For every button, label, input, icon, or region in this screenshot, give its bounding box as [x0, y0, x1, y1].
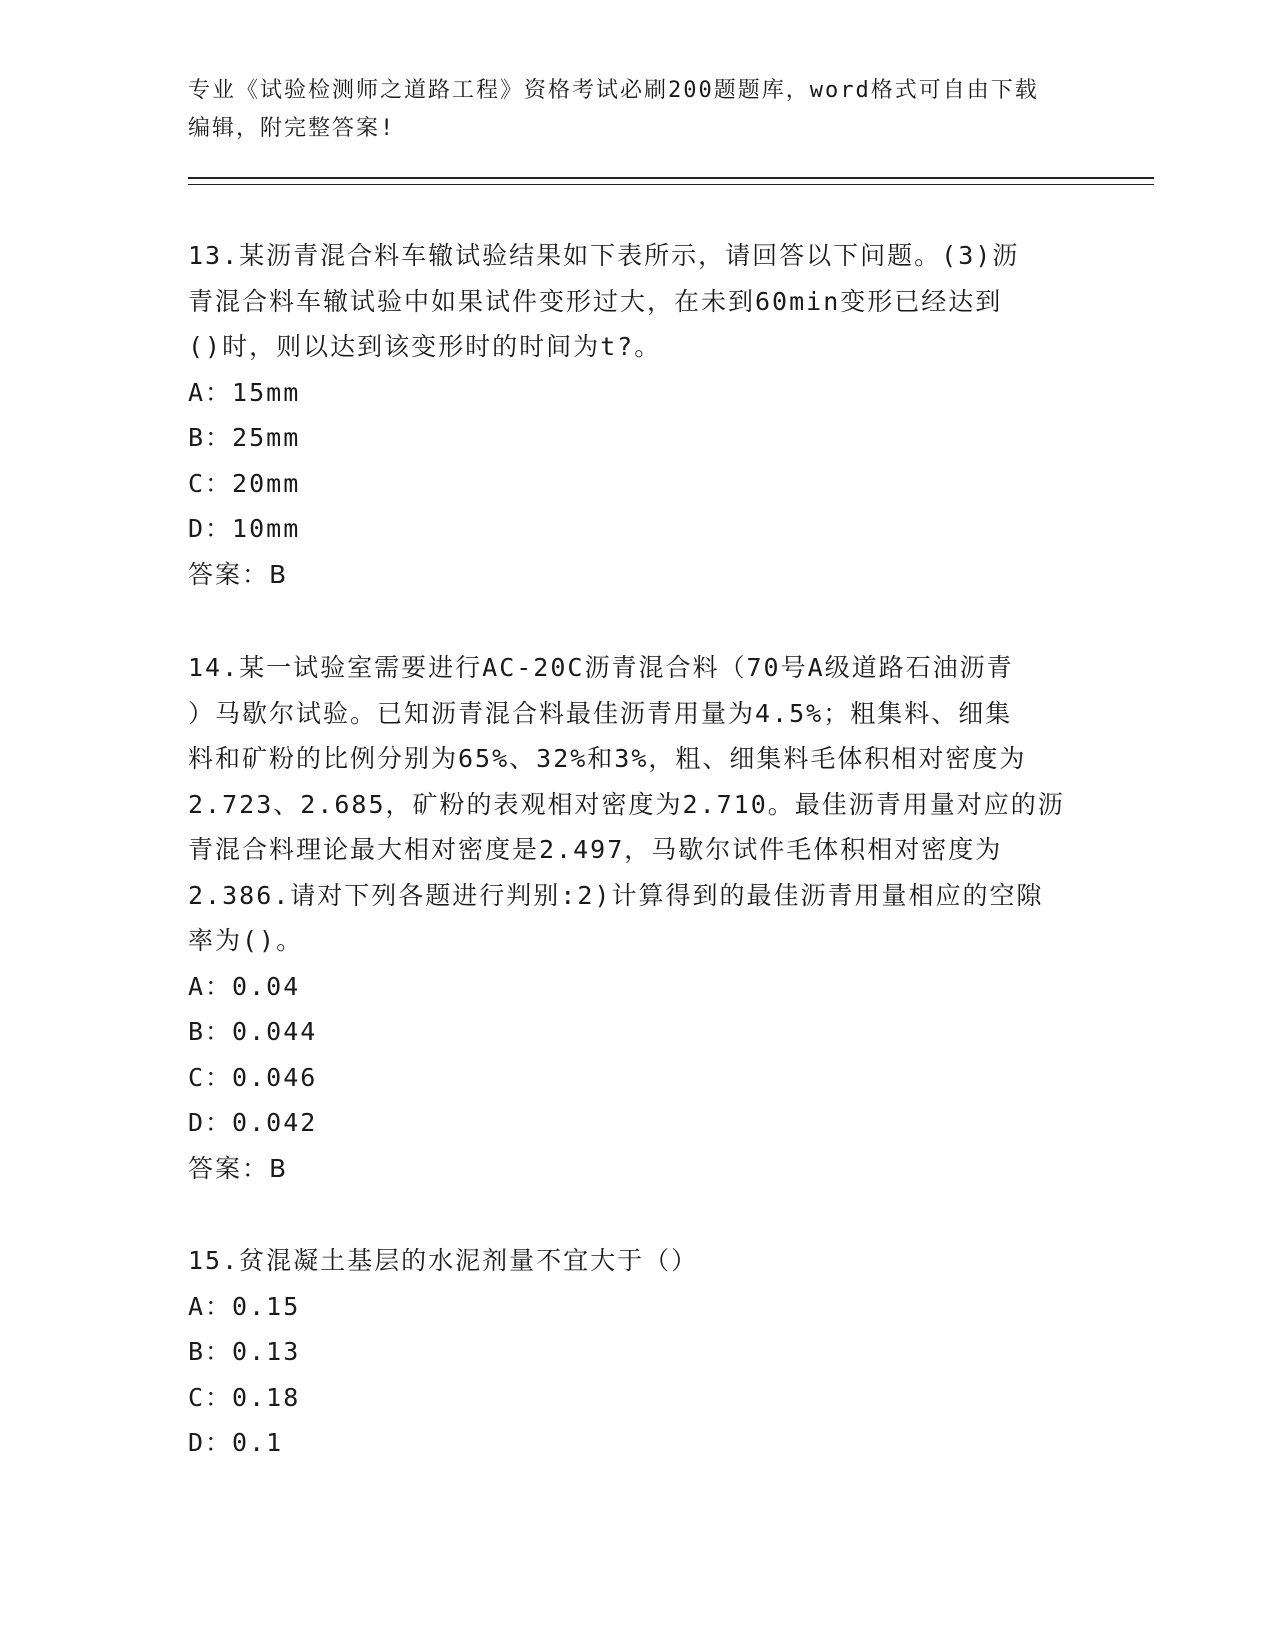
question-line: 13.某沥青混合料车辙试验结果如下表所示，请回答以下问题。(3)沥: [188, 241, 1020, 270]
option-b: B：0.044: [188, 1017, 318, 1046]
question-line: 料和矿粉的比例分别为65%、32%和3%，粗、细集料毛体积相对密度为: [188, 744, 1027, 773]
question-line: ()时，则以达到该变形时的时间为t?。: [188, 332, 662, 361]
question-15: [188, 1238, 1088, 1466]
question-line: ）马歇尔试验。已知沥青混合料最佳沥青用量为4.5%；粗集料、细集: [188, 698, 1013, 728]
header-divider-thin: [188, 184, 1154, 185]
option-a: A：0.15: [188, 1291, 301, 1321]
question-14: [188, 645, 1088, 1191]
option-c: C：0.18: [188, 1382, 301, 1412]
option-c: C：20mm: [188, 468, 301, 498]
header-line-1: 专业《试验检测师之道路工程》资格考试必刷200题题库，word格式可自由下载: [188, 78, 1039, 103]
answer-line: 答案：B: [188, 559, 289, 589]
question-line: 2.386.请对下列各题进行判别:2)计算得到的最佳沥青用量相应的空隙: [188, 880, 1044, 910]
question-line: 青混合料理论最大相对密度是2.497，马歇尔试件毛体积相对密度为: [188, 835, 1003, 864]
question-line: 15.贫混凝土基层的水泥剂量不宜大于（）: [188, 1246, 699, 1275]
question-line: 14.某一试验室需要进行AC-20C沥青混合料（70号A级道路石油沥青: [188, 653, 1014, 682]
question-line: 率为()。: [188, 926, 304, 955]
question-line: 2.723、2.685，矿粉的表观相对密度为2.710。最佳沥青用量对应的沥: [188, 789, 1065, 819]
option-c: C：0.046: [188, 1062, 318, 1092]
option-a: A：0.04: [188, 971, 301, 1001]
option-b: B：25mm: [188, 423, 301, 452]
header-divider-thick: [188, 177, 1154, 179]
question-13: [188, 233, 1088, 597]
document-header: [188, 72, 1068, 148]
option-d: D：0.1: [188, 1428, 284, 1457]
header-line-2: 编辑，附完整答案!: [188, 116, 396, 141]
option-b: B：0.13: [188, 1337, 301, 1366]
option-d: D：0.042: [188, 1108, 318, 1137]
option-d: D：10mm: [188, 514, 301, 543]
answer-line: 答案：B: [188, 1153, 289, 1183]
option-a: A：15mm: [188, 377, 301, 407]
question-line: 青混合料车辙试验中如果试件变形过大，在未到60min变形已经达到: [188, 286, 1003, 316]
